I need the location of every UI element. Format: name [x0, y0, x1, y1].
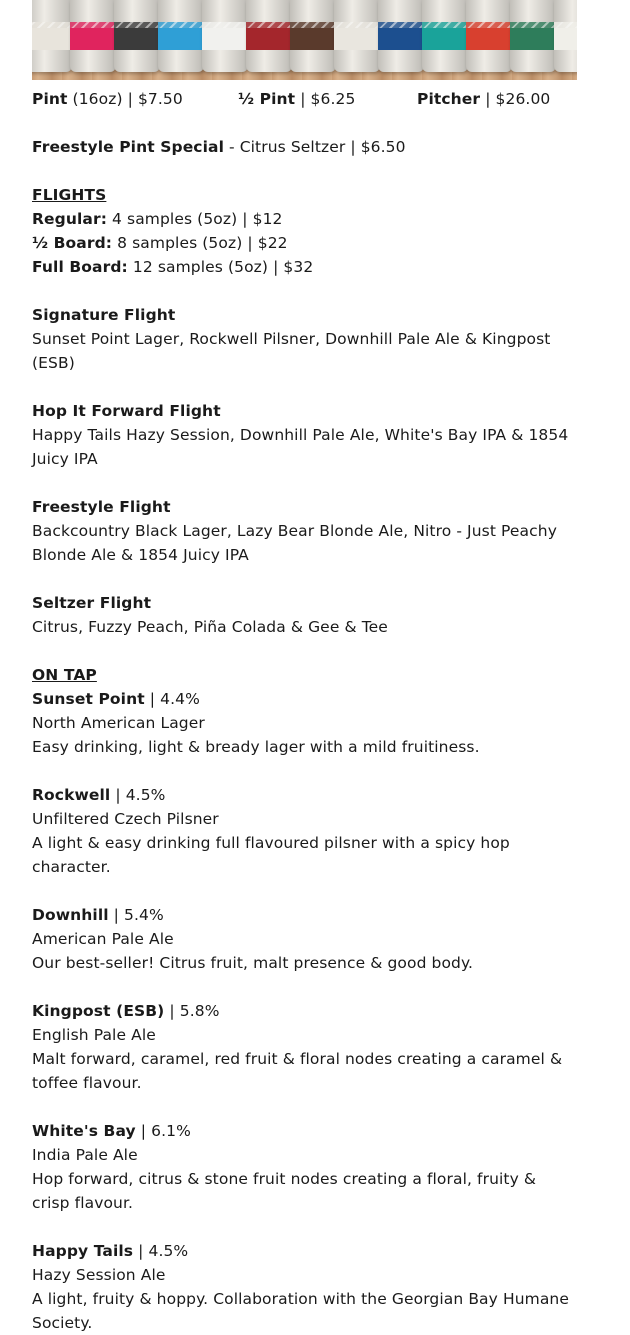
- pint-special: Freestyle Pint Special - Citrus Seltzer | $6.50: [32, 138, 406, 156]
- beer-can: [378, 0, 424, 72]
- flight-size-half-board: ½ Board: 8 samples (5oz) | $22: [32, 234, 288, 252]
- on-tap-heading: ON TAP: [32, 666, 97, 684]
- beer-can: [114, 0, 160, 72]
- flight-description: Backcountry Black Lager, Lazy Bear Blonde Ale, Nitro - Just Peachy Blonde Ale & 1854 Juicy IPA: [32, 522, 557, 564]
- flight-description: Sunset Point Lager, Rockwell Pilsner, Downhill Pale Ale & Kingpost (ESB): [32, 330, 551, 372]
- half-pint-price: ½ Pint | $6.25: [238, 90, 356, 108]
- flights-heading: FLIGHTS: [32, 186, 107, 204]
- beer-style: Hazy Session Ale: [32, 1266, 166, 1284]
- flight-size-full-board: Full Board: 12 samples (5oz) | $32: [32, 258, 314, 276]
- beer-name-abv: Happy Tails | 4.5%: [32, 1242, 189, 1260]
- beer-can: [70, 0, 116, 72]
- beer-cans-photo: [32, 0, 577, 80]
- beer-style: American Pale Ale: [32, 930, 174, 948]
- beer-description: Our best-seller! Citrus fruit, malt presence & good body.: [32, 954, 474, 972]
- beer-style: Unfiltered Czech Pilsner: [32, 810, 219, 828]
- beer-name-abv: White's Bay | 6.1%: [32, 1122, 191, 1140]
- beer-description: A light, fruity & hoppy. Collaboration with the Georgian Bay Humane Society.: [32, 1290, 569, 1332]
- beer-style: English Pale Ale: [32, 1026, 156, 1044]
- price-row: [32, 87, 577, 111]
- beer-name-abv: Rockwell | 4.5%: [32, 786, 166, 804]
- beer-can: [554, 0, 577, 72]
- flight-name: Signature Flight: [32, 306, 176, 324]
- beer-can: [32, 0, 72, 72]
- beer-style: North American Lager: [32, 714, 205, 732]
- beer-name-abv: Sunset Point | 4.4%: [32, 690, 200, 708]
- beer-description: Easy drinking, light & bready lager with a mild fruitiness.: [32, 738, 480, 756]
- flight-size-regular: Regular: 4 samples (5oz) | $12: [32, 210, 283, 228]
- menu-content: [32, 0, 577, 1335]
- flight-name: Hop It Forward Flight: [32, 402, 221, 420]
- flight-description: Citrus, Fuzzy Peach, Piña Colada & Gee & Tee: [32, 618, 388, 636]
- flight-name: Seltzer Flight: [32, 594, 152, 612]
- beer-can: [466, 0, 512, 72]
- beer-can: [202, 0, 248, 72]
- beer-can: [290, 0, 336, 72]
- beer-description: Malt forward, caramel, red fruit & floral nodes creating a caramel & toffee flavour.: [32, 1050, 563, 1092]
- pint-price: Pint (16oz) | $7.50: [32, 90, 183, 108]
- beer-style: India Pale Ale: [32, 1146, 138, 1164]
- beer-can: [246, 0, 292, 72]
- beer-can: [510, 0, 556, 72]
- beer-can: [334, 0, 380, 72]
- flight-description: Happy Tails Hazy Session, Downhill Pale Ale, White's Bay IPA & 1854 Juicy IPA: [32, 426, 569, 468]
- beer-description: A light & easy drinking full flavoured pilsner with a spicy hop character.: [32, 834, 510, 876]
- beer-name-abv: Downhill | 5.4%: [32, 906, 164, 924]
- beer-description: Hop forward, citrus & stone fruit nodes creating a floral, fruity & crisp flavour.: [32, 1170, 537, 1212]
- pitcher-price: Pitcher | $26.00: [417, 90, 551, 108]
- beer-name-abv: Kingpost (ESB) | 5.8%: [32, 1002, 220, 1020]
- beer-can: [422, 0, 468, 72]
- beer-can: [158, 0, 204, 72]
- flight-name: Freestyle Flight: [32, 498, 171, 516]
